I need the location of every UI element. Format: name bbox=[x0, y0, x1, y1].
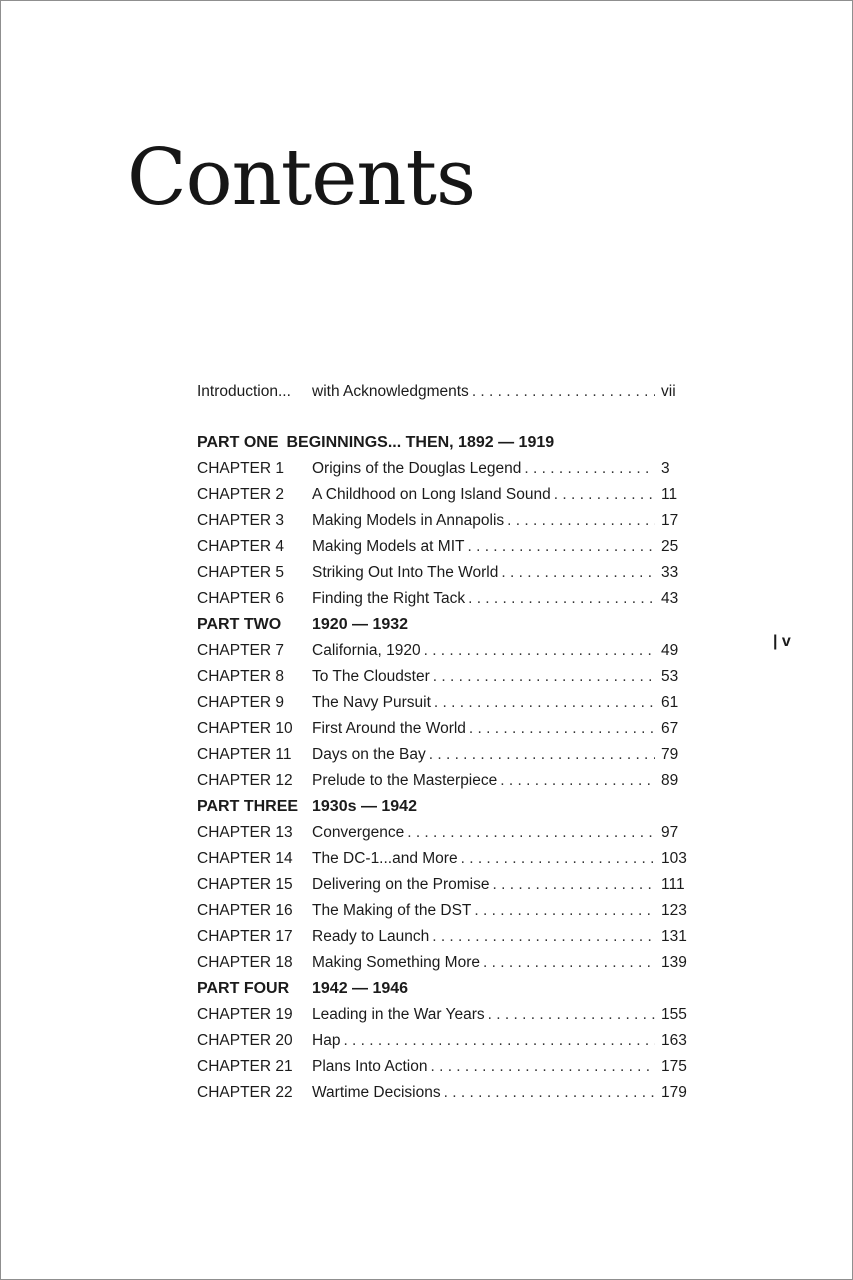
part-title: 1920 — 1932 bbox=[312, 616, 409, 633]
toc-chapter-row[interactable] bbox=[197, 1028, 697, 1054]
chapter-label: CHAPTER 4 bbox=[197, 538, 284, 555]
toc-entry bbox=[312, 379, 661, 405]
dot-leader bbox=[501, 560, 655, 586]
chapter-label: CHAPTER 14 bbox=[197, 850, 293, 867]
toc-part-heading[interactable] bbox=[197, 430, 697, 456]
chapter-label: CHAPTER 6 bbox=[197, 590, 284, 607]
chapter-title: Ready to Launch bbox=[312, 928, 430, 945]
part-label: PART ONE bbox=[197, 434, 279, 451]
toc-intro[interactable] bbox=[197, 379, 697, 405]
chapter-title: California, 1920 bbox=[312, 642, 421, 659]
table-of-contents bbox=[197, 379, 697, 1106]
toc-entry bbox=[312, 872, 661, 898]
chapter-label: CHAPTER 18 bbox=[197, 954, 293, 971]
chapter-title: Prelude to the Masterpiece bbox=[312, 772, 498, 789]
chapter-page-number: 79 bbox=[661, 746, 679, 763]
toc-chapter-row[interactable] bbox=[197, 898, 697, 924]
dot-leader bbox=[554, 482, 655, 508]
dot-leader bbox=[432, 924, 655, 950]
chapter-page-number: 131 bbox=[661, 928, 687, 945]
chapter-label: CHAPTER 3 bbox=[197, 512, 284, 529]
toc-chapter-row[interactable] bbox=[197, 638, 697, 664]
chapter-page-number: 53 bbox=[661, 668, 679, 685]
toc-intro-label: Introduction... bbox=[197, 383, 291, 400]
chapter-title: The DC-1...and More bbox=[312, 850, 458, 867]
dot-leader bbox=[430, 1054, 655, 1080]
chapter-title: Making Models in Annapolis bbox=[312, 512, 505, 529]
part-title: BEGINNINGS... THEN, 1892 — 1919 bbox=[286, 434, 555, 451]
dot-leader bbox=[467, 534, 655, 560]
chapter-page-number: 11 bbox=[661, 486, 678, 503]
toc-entry bbox=[312, 742, 661, 768]
toc-entry bbox=[312, 924, 661, 950]
part-label: PART FOUR bbox=[197, 980, 290, 997]
chapter-label: CHAPTER 11 bbox=[197, 746, 292, 763]
chapter-page-number: 3 bbox=[661, 460, 670, 477]
chapter-label: CHAPTER 21 bbox=[197, 1058, 293, 1075]
chapter-title: The Making of the DST bbox=[312, 902, 472, 919]
dot-leader bbox=[343, 1028, 655, 1054]
chapter-label: CHAPTER 7 bbox=[197, 642, 284, 659]
toc-entry bbox=[312, 1054, 661, 1080]
toc-entry bbox=[312, 690, 661, 716]
chapter-label: CHAPTER 8 bbox=[197, 668, 284, 685]
toc-entry bbox=[312, 534, 661, 560]
chapter-label: CHAPTER 9 bbox=[197, 694, 284, 711]
toc-chapter-row[interactable] bbox=[197, 742, 697, 768]
dot-leader bbox=[488, 1002, 655, 1028]
chapter-title: Plans Into Action bbox=[312, 1058, 428, 1075]
chapter-title: Wartime Decisions bbox=[312, 1084, 441, 1101]
chapter-page-number: 175 bbox=[661, 1058, 687, 1075]
chapter-label: CHAPTER 20 bbox=[197, 1032, 293, 1049]
toc-chapter-row[interactable] bbox=[197, 820, 697, 846]
chapter-title: First Around the World bbox=[312, 720, 466, 737]
toc-intro-page: vii bbox=[661, 383, 676, 400]
dot-leader bbox=[461, 846, 655, 872]
dot-leader bbox=[469, 716, 655, 742]
dot-leader bbox=[500, 768, 655, 794]
part-title: 1942 — 1946 bbox=[312, 980, 409, 997]
chapter-title: Delivering on the Promise bbox=[312, 876, 490, 893]
chapter-label: CHAPTER 22 bbox=[197, 1084, 293, 1101]
chapter-title: Hap bbox=[312, 1032, 341, 1049]
chapter-label: CHAPTER 5 bbox=[197, 564, 284, 581]
chapter-title: Making Something More bbox=[312, 954, 480, 971]
chapter-page-number: 139 bbox=[661, 954, 687, 971]
dot-leader bbox=[407, 820, 655, 846]
chapter-title: Striking Out Into The World bbox=[312, 564, 499, 581]
toc-chapter-row[interactable] bbox=[197, 456, 697, 482]
toc-entry bbox=[312, 638, 661, 664]
toc-entry bbox=[312, 950, 661, 976]
toc-entry bbox=[312, 1080, 661, 1106]
toc-part-heading[interactable] bbox=[197, 612, 697, 638]
toc-chapter-row[interactable] bbox=[197, 586, 697, 612]
chapter-page-number: 25 bbox=[661, 538, 679, 555]
chapter-page-number: 43 bbox=[661, 590, 679, 607]
toc-entry bbox=[312, 482, 661, 508]
chapter-title: A Childhood on Long Island Sound bbox=[312, 486, 551, 503]
toc-chapter-row[interactable] bbox=[197, 716, 697, 742]
toc-chapter-row[interactable] bbox=[197, 534, 697, 560]
toc-entry bbox=[312, 1028, 661, 1054]
toc-entry bbox=[312, 508, 661, 534]
toc-chapter-row[interactable] bbox=[197, 872, 697, 898]
chapter-page-number: 111 bbox=[661, 876, 685, 893]
toc-entry bbox=[312, 768, 661, 794]
part-label: PART TWO bbox=[197, 616, 282, 633]
toc-part-heading[interactable] bbox=[197, 794, 697, 820]
dot-leader bbox=[474, 898, 655, 924]
dot-leader bbox=[433, 664, 655, 690]
chapter-label: CHAPTER 2 bbox=[197, 486, 284, 503]
chapter-label: CHAPTER 15 bbox=[197, 876, 293, 893]
dot-leader bbox=[507, 508, 655, 534]
toc-entry bbox=[312, 846, 661, 872]
chapter-label: CHAPTER 10 bbox=[197, 720, 293, 737]
part-title: 1930s — 1942 bbox=[312, 798, 417, 815]
dot-leader bbox=[444, 1080, 655, 1106]
chapter-page-number: 123 bbox=[661, 902, 687, 919]
toc-chapter-row[interactable] bbox=[197, 1002, 697, 1028]
chapter-label: CHAPTER 17 bbox=[197, 928, 293, 945]
chapter-label: CHAPTER 16 bbox=[197, 902, 293, 919]
chapter-page-number: 155 bbox=[661, 1006, 687, 1023]
page-title: Contents bbox=[127, 133, 475, 223]
dot-leader bbox=[483, 950, 655, 976]
chapter-title: Making Models at MIT bbox=[312, 538, 465, 555]
chapter-page-number: 163 bbox=[661, 1032, 687, 1049]
chapter-title: Finding the Right Tack bbox=[312, 590, 466, 607]
toc-parts bbox=[197, 430, 697, 1106]
toc-chapter-row[interactable] bbox=[197, 768, 697, 794]
toc-entry bbox=[312, 820, 661, 846]
chapter-page-number: 33 bbox=[661, 564, 679, 581]
chapter-title: To The Cloudster bbox=[312, 668, 430, 685]
chapter-title: Origins of the Douglas Legend bbox=[312, 460, 522, 477]
chapter-title: The Navy Pursuit bbox=[312, 694, 431, 711]
toc-chapter-row[interactable] bbox=[197, 560, 697, 586]
chapter-label: CHAPTER 19 bbox=[197, 1006, 293, 1023]
chapter-page-number: 97 bbox=[661, 824, 679, 841]
chapter-title: Leading in the War Years bbox=[312, 1006, 485, 1023]
toc-chapter-row[interactable] bbox=[197, 1054, 697, 1080]
page-number: | v bbox=[773, 633, 791, 650]
chapter-page-number: 49 bbox=[661, 642, 679, 659]
toc-chapter-row[interactable] bbox=[197, 950, 697, 976]
toc-chapter-row[interactable] bbox=[197, 508, 697, 534]
toc-entry bbox=[312, 456, 661, 482]
chapter-title: Days on the Bay bbox=[312, 746, 426, 763]
toc-chapter-row[interactable] bbox=[197, 1080, 697, 1106]
chapter-page-number: 67 bbox=[661, 720, 679, 737]
chapter-label: CHAPTER 1 bbox=[197, 460, 284, 477]
dot-leader bbox=[468, 586, 655, 612]
chapter-label: CHAPTER 12 bbox=[197, 772, 293, 789]
toc-chapter-row[interactable] bbox=[197, 664, 697, 690]
toc-chapter-row[interactable] bbox=[197, 924, 697, 950]
toc-chapter-row[interactable] bbox=[197, 482, 697, 508]
chapter-page-number: 103 bbox=[661, 850, 687, 867]
part-label: PART THREE bbox=[197, 798, 299, 815]
toc-chapter-row[interactable] bbox=[197, 690, 697, 716]
chapter-label: CHAPTER 13 bbox=[197, 824, 293, 841]
dot-leader bbox=[434, 690, 655, 716]
toc-entry bbox=[312, 664, 661, 690]
chapter-title: Convergence bbox=[312, 824, 405, 841]
toc-entry bbox=[312, 560, 661, 586]
dot-leader bbox=[424, 638, 655, 664]
toc-entry bbox=[312, 898, 661, 924]
dot-leader bbox=[524, 456, 655, 482]
chapter-page-number: 179 bbox=[661, 1084, 687, 1101]
dot-leader bbox=[492, 872, 655, 898]
toc-part-heading[interactable] bbox=[197, 976, 697, 1002]
chapter-page-number: 17 bbox=[661, 512, 679, 529]
toc-intro-title: with Acknowledgments bbox=[312, 383, 469, 400]
toc-entry bbox=[312, 716, 661, 742]
chapter-page-number: 61 bbox=[661, 694, 679, 711]
toc-entry bbox=[312, 1002, 661, 1028]
toc-entry bbox=[312, 586, 661, 612]
dot-leader bbox=[429, 742, 655, 768]
toc-chapter-row[interactable] bbox=[197, 846, 697, 872]
dot-leader bbox=[472, 379, 655, 405]
chapter-page-number: 89 bbox=[661, 772, 679, 789]
